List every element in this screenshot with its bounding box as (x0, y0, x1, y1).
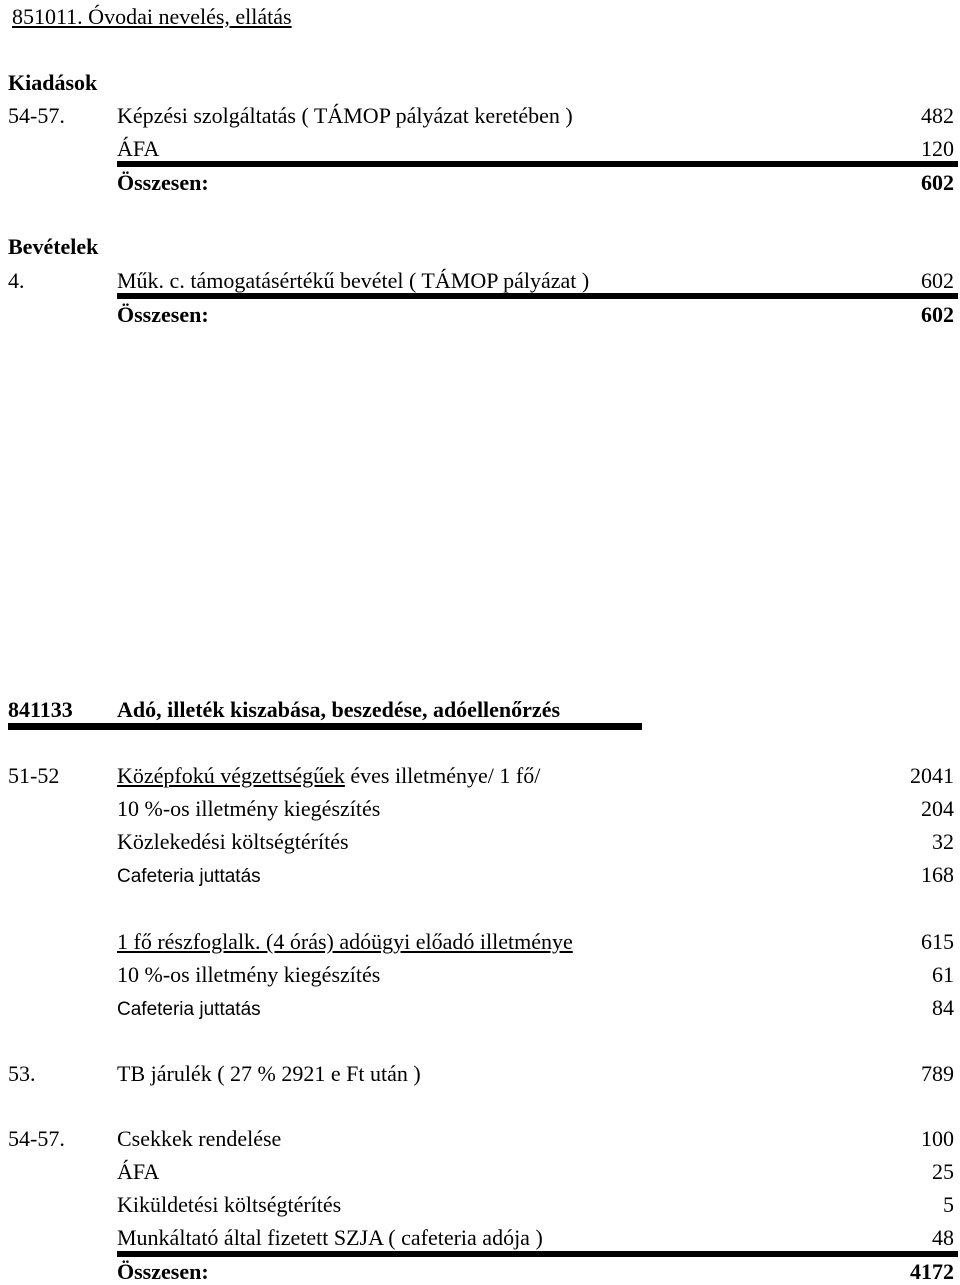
szja-value: 48 (932, 1225, 954, 1250)
supplement-label: 10 %-os illetmény kiegészítés (117, 796, 381, 821)
salary-item (117, 763, 540, 789)
vat-label: ÁFA (117, 136, 160, 161)
section-title: Adó, illeték kiszabása, beszedése, adóellenőrzés (117, 697, 561, 722)
parttime-label: 1 fő részfoglalk. (4 órás) adóügyi előadó illetménye (117, 929, 573, 954)
vat-value: 25 (932, 1159, 954, 1184)
cheque-label: Csekkek rendelése (117, 1126, 282, 1151)
tb-value: 789 (921, 1061, 954, 1086)
cheque-value: 100 (921, 1126, 954, 1151)
expense-item: Képzési szolgáltatás ( TÁMOP pályázat keretében ) (117, 103, 573, 128)
grand-total-value: 4172 (910, 1259, 954, 1284)
expense-value: 482 (921, 103, 954, 128)
grand-total-label: Összesen: (117, 1259, 209, 1284)
tb-label: TB járulék ( 27 % 2921 e Ft után ) (117, 1061, 421, 1086)
revenue-item: Műk. c. támogatásértékű bevétel ( TÁMOP pályázat ) (117, 268, 590, 293)
supplement-label: 10 %-os illetmény kiegészítés (117, 962, 381, 987)
travel-value: 5 (943, 1192, 954, 1217)
title-rule (8, 723, 642, 730)
vat-label: ÁFA (117, 1159, 160, 1184)
vat-value: 120 (921, 136, 954, 161)
revenue-total-value: 602 (921, 302, 954, 327)
total-rule (117, 293, 958, 299)
cafeteria-label: Cafeteria juttatás (117, 999, 261, 1020)
section-heading: 851011. Óvodai nevelés, ellátás (12, 4, 292, 29)
transport-label: Közlekedési költségtérítés (117, 829, 349, 854)
cafeteria-label: Cafeteria juttatás (117, 866, 261, 887)
salary-item-rest: éves illetménye/ 1 fő/ (344, 763, 541, 788)
parttime-value: 615 (921, 929, 954, 954)
szja-label: Munkáltató által fizetett SZJA ( cafeteria adója ) (117, 1225, 543, 1250)
expense-total-value: 602 (921, 170, 954, 195)
salary-value: 2041 (910, 763, 954, 788)
salary-item-qualifier: Középfokú végzettségűek (117, 763, 345, 788)
goods-code: 54-57. (8, 1126, 65, 1151)
salary-code: 51-52 (8, 763, 60, 788)
section-code: 841133 (8, 697, 73, 722)
cafeteria-value: 84 (932, 995, 954, 1020)
transport-value: 32 (932, 829, 954, 854)
total-rule (117, 161, 958, 167)
total-rule (117, 1251, 958, 1257)
expenses-label: Kiadások (8, 70, 98, 95)
supplement-value: 61 (932, 962, 954, 987)
expense-code: 54-57. (8, 103, 65, 128)
cafeteria-value: 168 (921, 862, 954, 887)
revenue-code: 4. (8, 268, 25, 293)
supplement-value: 204 (921, 796, 954, 821)
revenue-label: Bevételek (8, 234, 99, 259)
travel-label: Kiküldetési költségtérítés (117, 1192, 342, 1217)
expense-total-label: Összesen: (117, 170, 209, 195)
revenue-total-label: Összesen: (117, 302, 209, 327)
tb-code: 53. (8, 1061, 36, 1086)
revenue-value: 602 (921, 268, 954, 293)
